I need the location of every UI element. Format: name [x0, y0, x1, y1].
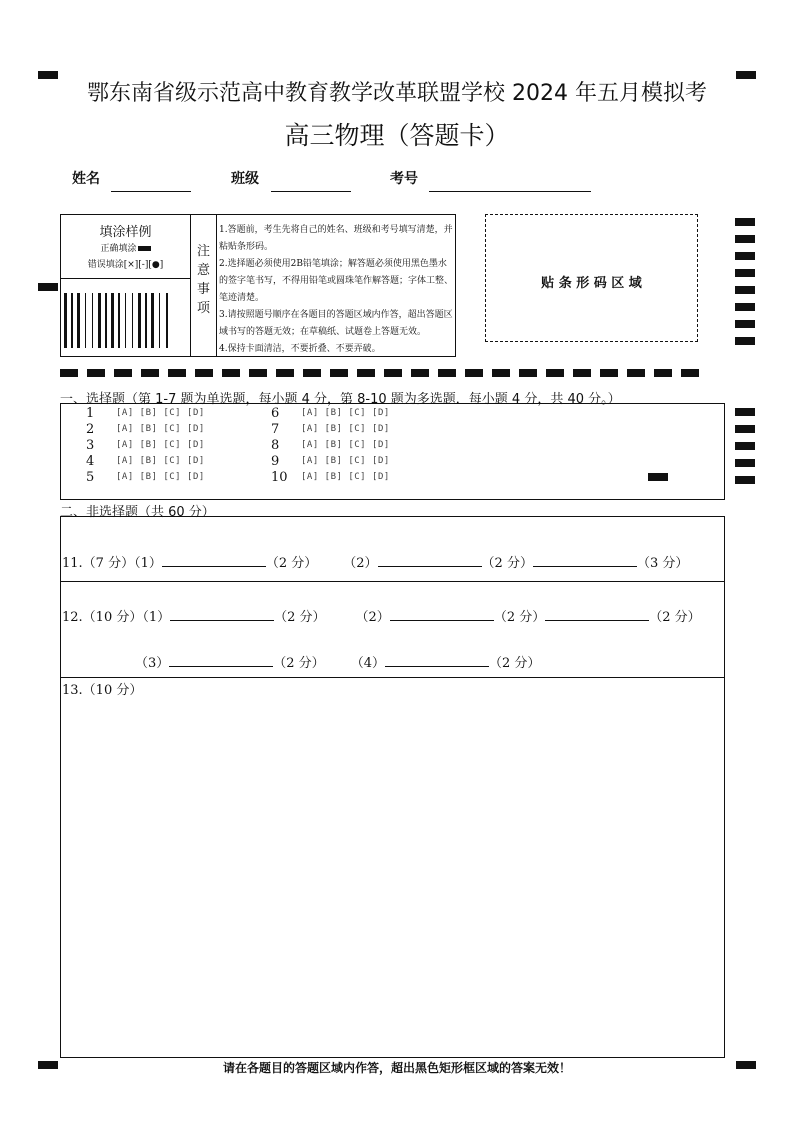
- notice-label: 注意事项: [196, 244, 210, 316]
- q12-points-4: （2 分）: [273, 656, 325, 671]
- choice-question-number: 10: [271, 470, 288, 485]
- timing-mark: [735, 252, 755, 260]
- divider-h: [60, 278, 191, 279]
- choice-options[interactable]: [A] [B] [C] [D]: [301, 408, 390, 418]
- separator-dash: [141, 369, 159, 377]
- q12-blank-5[interactable]: [385, 654, 489, 667]
- separator-dash: [492, 369, 510, 377]
- fill-correct: [60, 241, 191, 254]
- choice-question-number: 7: [271, 422, 280, 437]
- notice-line-2: 2.选择题必须使用2B铅笔填涂；解答题必须使用黑色墨水的签字笔书写，不得用铅笔或圆珠笔作解答题；字体工整、笔迹清楚。: [219, 259, 454, 303]
- choice-options[interactable]: [A] [B] [C] [D]: [116, 440, 205, 450]
- q11-points-2: （2 分）: [481, 556, 533, 571]
- q11-blank-1[interactable]: [162, 554, 266, 567]
- separator-dash: [357, 369, 375, 377]
- choice-question-number: 6: [271, 406, 280, 421]
- separator-dash: [411, 369, 429, 377]
- separator-dash: [654, 369, 672, 377]
- filled-bubble-icon: [138, 246, 151, 251]
- timing-mark: [735, 459, 755, 467]
- timing-mark: [735, 303, 755, 311]
- separator-dash: [681, 369, 699, 377]
- q12-blank-3[interactable]: [545, 608, 649, 621]
- q13-label: 13.（10 分）: [62, 683, 143, 698]
- name-label: 姓名: [72, 171, 100, 187]
- choice-options[interactable]: [A] [B] [C] [D]: [301, 472, 390, 482]
- separator-dash: [465, 369, 483, 377]
- exam-no-label: 考号: [390, 171, 418, 187]
- barcode-bar: [71, 293, 73, 348]
- choice-question-number: 2: [86, 422, 95, 437]
- class-label: 班级: [231, 171, 259, 187]
- fill-example-title: 填涂样例: [99, 225, 152, 240]
- choice-options[interactable]: [A] [B] [C] [D]: [301, 456, 390, 466]
- separator-dash: [114, 369, 132, 377]
- exam-no-field[interactable]: [429, 190, 591, 192]
- q11-prefix: 11.（7 分）（1）: [62, 556, 162, 571]
- q11-sub-2: （2）: [343, 556, 378, 571]
- choice-options[interactable]: [A] [B] [C] [D]: [116, 424, 205, 434]
- q11-line: [62, 552, 688, 571]
- exam-title: 鄂东南省级示范高中教育教学改革联盟学校 2024 年五月模拟考: [87, 81, 707, 106]
- q11-blank-2[interactable]: [378, 554, 482, 567]
- q12-blank-4[interactable]: [169, 654, 273, 667]
- barcode-bar: [125, 293, 126, 348]
- barcode-bar: [111, 293, 114, 348]
- separator-dash: [384, 369, 402, 377]
- timing-mark: [735, 269, 755, 277]
- barcode-bar: [159, 293, 160, 348]
- separator-dash: [87, 369, 105, 377]
- choice-options[interactable]: [A] [B] [C] [D]: [301, 424, 390, 434]
- separator-dash: [627, 369, 645, 377]
- fill-correct-label: 正确填涂: [100, 244, 137, 254]
- notice-text: [219, 222, 454, 358]
- choice-options[interactable]: [A] [B] [C] [D]: [116, 408, 205, 418]
- choice-options[interactable]: [A] [B] [C] [D]: [116, 456, 205, 466]
- barcode-bar: [145, 293, 147, 348]
- barcode-bar: [166, 293, 168, 348]
- notice-line-3: 3.请按照题号顺序在各题目的答题区域内作答，超出答题区域书写的答题无效；在草稿纸、试题卷上答题无效。: [219, 310, 453, 337]
- separator-dash: [330, 369, 348, 377]
- choice-question-number: 8: [271, 438, 280, 453]
- q12-blank-1[interactable]: [170, 608, 274, 621]
- q12-prefix: 12.（10 分）（1）: [62, 610, 171, 625]
- q11-points-3: （3 分）: [636, 556, 689, 571]
- barcode-bar: [77, 293, 80, 348]
- barcode-bar: [105, 293, 107, 348]
- q12-line-2: [135, 652, 540, 671]
- choice-options[interactable]: [A] [B] [C] [D]: [301, 440, 390, 450]
- barcode-bar: [98, 293, 101, 348]
- timing-mark: [735, 476, 755, 484]
- q12-sub-4: （4）: [350, 656, 385, 671]
- timing-mark: [735, 286, 755, 294]
- q12-points-1: （2 分）: [274, 610, 326, 625]
- choice-box-mark: [648, 473, 668, 481]
- barcode-bar: [118, 293, 120, 348]
- barcode-bar: [138, 293, 141, 348]
- barcode-bar: [132, 293, 133, 348]
- notice-line-4: 4.保持卡面清洁，不要折叠、不要弄破。: [219, 344, 381, 354]
- separator-dash: [573, 369, 591, 377]
- timing-mark: [735, 320, 755, 328]
- choice-question-number: 5: [86, 470, 95, 485]
- timing-mark: [735, 442, 755, 450]
- timing-mark: [735, 218, 755, 226]
- timing-mark: [735, 235, 755, 243]
- divider-v2: [216, 214, 217, 357]
- separator-dash: [60, 369, 78, 377]
- barcode-bar: [85, 293, 86, 348]
- choice-question-number: 3: [86, 438, 95, 453]
- barcode-paste-label: 贴 条 形 码 区 域: [541, 276, 642, 291]
- notice-line-1: 1.答题前，考生先将自己的姓名、班级和考号填写清楚，并粘贴条形码。: [219, 225, 453, 252]
- choice-options[interactable]: [A] [B] [C] [D]: [116, 472, 205, 482]
- choice-question-number: 4: [86, 454, 95, 469]
- q12-sub-3: （3）: [135, 656, 170, 671]
- barcode-bar: [92, 293, 93, 348]
- class-field[interactable]: [271, 190, 351, 192]
- timing-mark: [735, 337, 755, 345]
- choice-heading: 一、选择题（第 1-7 题为单选题，每小题 4 分，第 8-10 题为多选题．每小题 4 分，共 40 分。）: [60, 392, 621, 407]
- q12-points-2: （2 分）: [493, 610, 546, 625]
- q12-points-5: （2 分）: [488, 656, 541, 671]
- separator-dash: [600, 369, 618, 377]
- timing-mark: [735, 425, 755, 433]
- footer-warning: 请在各题目的答题区域内作答，超出黑色矩形框区域的答案无效！: [222, 1061, 571, 1075]
- fill-wrong: 错误填涂[×][-][●]: [87, 260, 164, 270]
- q11-blank-3[interactable]: [533, 554, 637, 567]
- separator-dash: [303, 369, 321, 377]
- choice-question-number: 1: [86, 406, 95, 421]
- name-field[interactable]: [111, 190, 191, 192]
- choice-question-number: 9: [271, 454, 280, 469]
- barcode-bar: [151, 293, 154, 348]
- separator-dash: [168, 369, 186, 377]
- separator-dash: [276, 369, 294, 377]
- q12-sub-2: （2）: [355, 610, 390, 625]
- separator-dash: [222, 369, 240, 377]
- barcode-bar: [64, 293, 67, 348]
- q11-points-1: （2 分）: [265, 556, 318, 571]
- answer-box-11: [60, 516, 725, 582]
- barcode-sample: [62, 293, 188, 348]
- q12-line-1: [62, 606, 701, 625]
- separator-dash: [438, 369, 456, 377]
- separator-dash: [519, 369, 537, 377]
- timing-mark: [735, 408, 755, 416]
- exam-subtitle: 高三物理（答题卡）: [284, 121, 510, 150]
- q12-blank-2[interactable]: [390, 608, 494, 621]
- separator-dash: [546, 369, 564, 377]
- answer-box-13[interactable]: [60, 677, 725, 1058]
- separator-dash: [249, 369, 267, 377]
- side-mark-left: [38, 283, 58, 291]
- separator-dash: [195, 369, 213, 377]
- nonchoice-heading: 二、非选择题（共 60 分）: [60, 505, 215, 520]
- q12-points-3: （2 分）: [649, 610, 701, 625]
